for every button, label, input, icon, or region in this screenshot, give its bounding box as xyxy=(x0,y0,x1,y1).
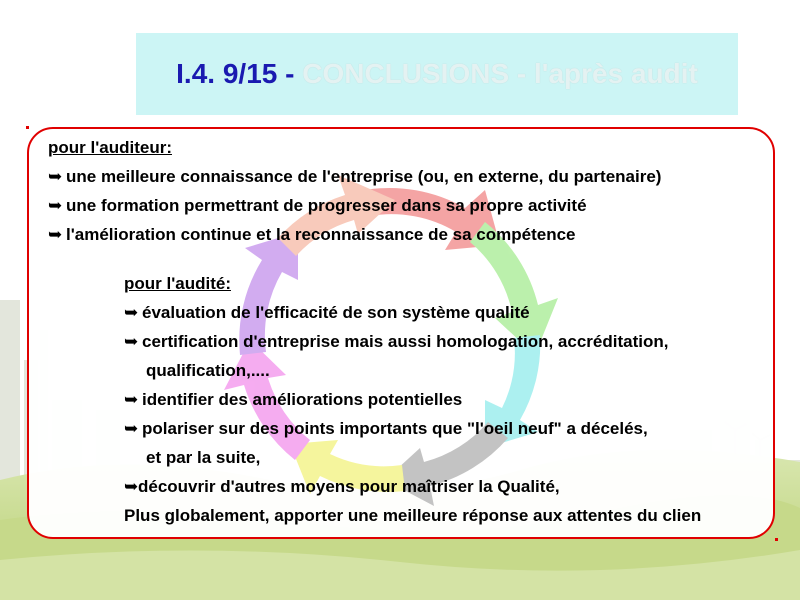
arrow-bullet-icon: ➥ xyxy=(48,196,63,215)
list-item: ➥ une formation permettrant de progresser dans sa propre activité xyxy=(48,196,587,215)
auditeur-heading: pour l'auditeur: xyxy=(48,138,172,157)
title-text: CONCLUSIONS - l'après audit xyxy=(302,58,698,89)
arrow-bullet-icon: ➥ xyxy=(124,477,139,496)
list-item-continuation: qualification,.... xyxy=(146,361,270,380)
list-item-continuation: et par la suite, xyxy=(146,448,261,467)
list-item: ➥ polariser sur des points importants que "l'oeil neuf" a décelés, xyxy=(124,419,648,438)
list-item: ➥ évaluation de l'efficacité de son système qualité xyxy=(124,303,530,322)
arrow-bullet-icon: ➥ xyxy=(124,303,139,322)
list-item: ➥ l'amélioration continue et la reconnaissance de sa compétence xyxy=(48,225,576,244)
arrow-bullet-icon: ➥ xyxy=(124,390,139,409)
list-item: ➥ certification d'entreprise mais aussi homologation, accréditation, xyxy=(124,332,669,351)
arrow-bullet-icon: ➥ xyxy=(124,332,139,351)
title-number: I.4. 9/15 - xyxy=(176,58,295,89)
list-item: ➥découvrir d'autres moyens pour maîtriser la Qualité, xyxy=(124,477,560,496)
audite-heading: pour l'audité: xyxy=(124,274,231,293)
summary-line: Plus globalement, apporter une meilleure réponse aux attentes du clien xyxy=(124,506,702,525)
arrow-bullet-icon: ➥ xyxy=(48,225,63,244)
list-item: ➥ identifier des améliorations potentielles xyxy=(124,390,463,409)
arrow-bullet-icon: ➥ xyxy=(124,419,139,438)
list-item: ➥ une meilleure connaissance de l'entreprise (ou, en externe, du partenaire) xyxy=(48,167,662,186)
arrow-bullet-icon: ➥ xyxy=(48,167,63,186)
